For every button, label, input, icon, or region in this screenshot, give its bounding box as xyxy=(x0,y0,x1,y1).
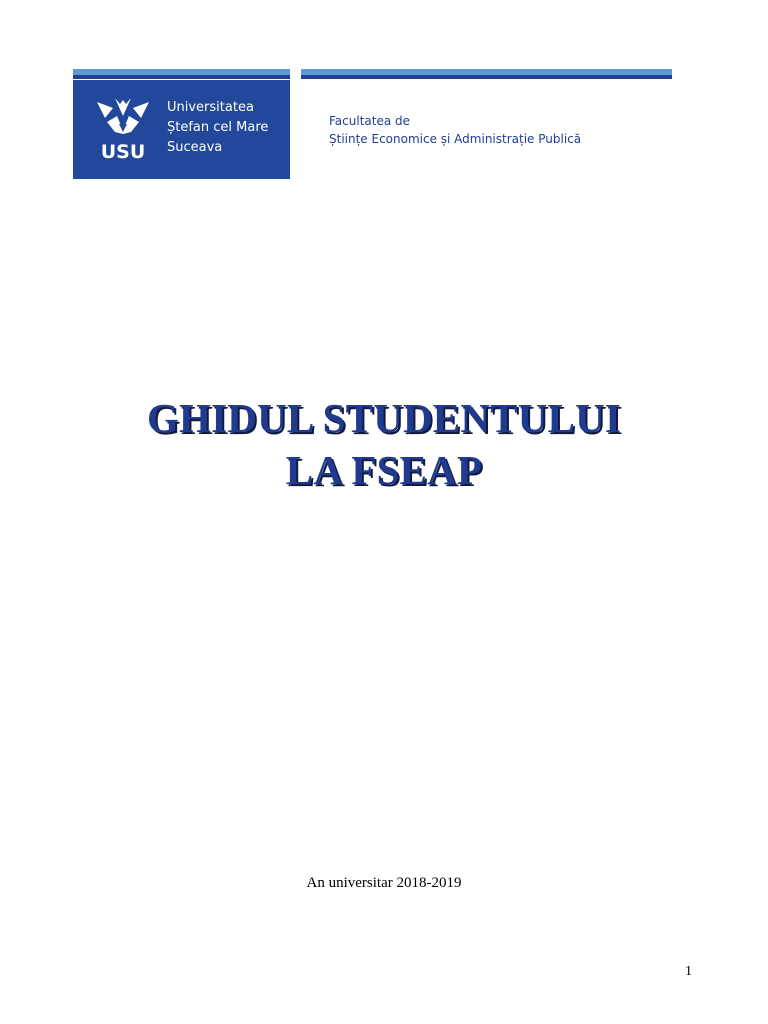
university-emblem-icon xyxy=(93,94,153,164)
faculty-name-line-2: Științe Economice și Administrație Publică xyxy=(329,132,582,146)
header-bar-right-dark xyxy=(301,75,672,79)
header-bar-left-dark xyxy=(73,75,290,79)
document-title xyxy=(0,392,768,496)
faculty-name-line-1: Facultatea de xyxy=(329,114,411,128)
faculty-name xyxy=(329,112,581,148)
university-name-line-2: Ștefan cel Mare xyxy=(167,120,269,135)
academic-year: An universitar 2018-2019 xyxy=(306,875,462,891)
university-name xyxy=(167,98,268,158)
university-name-line-1: Universitatea xyxy=(167,100,254,115)
document-title-line-1: GHIDUL STUDENTULUI xyxy=(146,395,622,441)
page-number: 1 xyxy=(685,964,692,979)
logo-abbreviation: USU xyxy=(100,141,146,163)
header-bar-left xyxy=(73,69,290,79)
document-title-line-2: LA FSEAP xyxy=(285,447,483,493)
university-name-line-3: Suceava xyxy=(167,140,223,155)
header-bar-right xyxy=(301,69,672,79)
university-logo xyxy=(73,80,290,179)
